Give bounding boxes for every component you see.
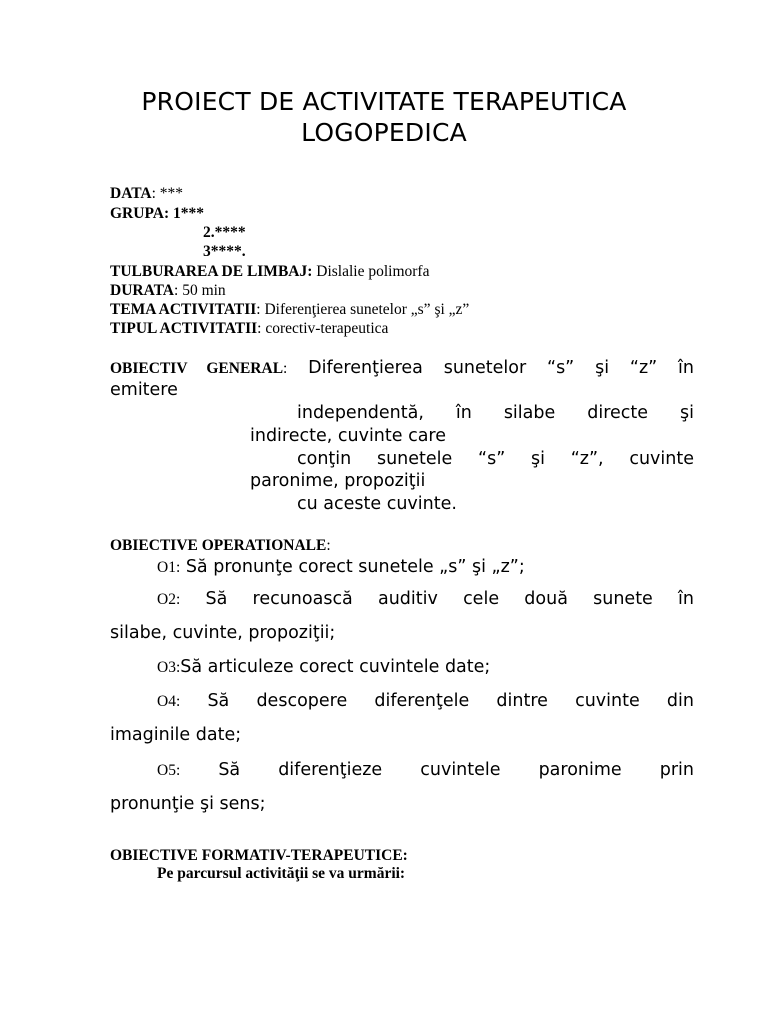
grupa-value-1: : 1*** <box>163 205 205 222</box>
data-line <box>110 184 183 203</box>
tema-label: TEMA ACTIVITATII <box>110 301 257 318</box>
obiectiv-general-line-7: cu aceste cuvinte. <box>297 494 457 514</box>
obiectiv-general-line-6: paronime, propoziţii <box>250 471 426 491</box>
tulburarea-line <box>110 262 429 281</box>
objective-o4-line-1 <box>157 689 694 714</box>
obiectiv-general-label: OBIECTIV GENERAL <box>110 360 284 377</box>
durata-line <box>110 281 226 300</box>
tema-value: : Diferenţierea sunetelor „s” şi „z” <box>256 301 470 318</box>
objective-o5-number: O5: <box>157 762 181 779</box>
obiectiv-general-colon: : <box>283 360 288 377</box>
objective-o1 <box>157 555 525 580</box>
objective-o5-text-1: Să diferenţieze cuvintele paronime prin <box>218 760 694 780</box>
data-label: DATA <box>110 185 152 202</box>
title-line-1: PROIECT DE ACTIVITATE TERAPEUTICA <box>141 87 627 116</box>
tipul-line <box>110 319 388 338</box>
obiectiv-general-line-4: indirecte, cuvinte care <box>250 426 447 446</box>
obiective-formativ-subline: Pe parcursul activităţii se va urmării: <box>157 865 406 882</box>
tipul-label: TIPUL ACTIVITATII <box>110 320 258 337</box>
objective-o2-number: O2: <box>157 591 181 608</box>
obiectiv-general-line-3: independentă, în silabe directe şi <box>297 403 694 423</box>
obiective-operationale-colon: : <box>326 537 331 554</box>
objective-o3-number: O3: <box>157 659 181 676</box>
grupa-value-2: 2.**** <box>203 224 246 241</box>
tulburarea-value: Dislalie polimorfa <box>312 263 430 280</box>
obiectiv-general-text-1: Diferenţierea sunetelor “s” şi “z” în <box>308 358 694 378</box>
objective-o4-number: O4: <box>157 693 181 710</box>
obiective-operationale-heading <box>110 536 331 555</box>
objective-o2-line-1 <box>157 587 694 612</box>
grupa-value-3: 3****. <box>203 243 246 260</box>
grupa-line <box>110 204 204 223</box>
obiectiv-general-line-5: conţin sunetele “s” şi “z”, cuvinte <box>297 449 694 469</box>
objective-o4-line-2: imaginile date; <box>110 725 242 745</box>
objective-o5-line-2: pronunţie şi sens; <box>110 794 266 814</box>
objective-o3-text: Să articuleze corect cuvintele date; <box>180 657 491 677</box>
obiectiv-general-line-1 <box>110 357 694 380</box>
tulburarea-label: TULBURAREA DE LIMBAJ: <box>110 263 313 280</box>
objective-o2-line-2: silabe, cuvinte, propoziţii; <box>110 623 336 643</box>
obiective-formativ-heading: OBIECTIVE FORMATIV-TERAPEUTICE: <box>110 847 408 864</box>
objective-o5-line-1 <box>157 758 694 783</box>
obiective-operationale-label: OBIECTIVE OPERATIONALE <box>110 537 327 554</box>
objective-o1-number: O1: <box>157 559 181 576</box>
objective-o1-text: Să pronunţe corect sunetele „s” şi „z”; <box>185 557 525 577</box>
durata-label: DURATA <box>110 282 175 299</box>
durata-value: : 50 min <box>174 282 226 299</box>
objective-o3 <box>157 655 490 680</box>
grupa-label: GRUPA <box>110 205 164 222</box>
tema-line <box>110 300 469 319</box>
objective-o2-text-1: Să recunoască auditiv cele două sunete în <box>205 589 694 609</box>
obiectiv-general-line-2: emitere <box>110 380 178 400</box>
objective-o4-text-1: Să descopere diferenţele dintre cuvinte din <box>207 691 694 711</box>
title-line-2: LOGOPEDICA <box>301 118 467 147</box>
data-value: : *** <box>151 185 184 202</box>
tipul-value: : corectiv-terapeutica <box>257 320 389 337</box>
document-title <box>60 86 708 148</box>
